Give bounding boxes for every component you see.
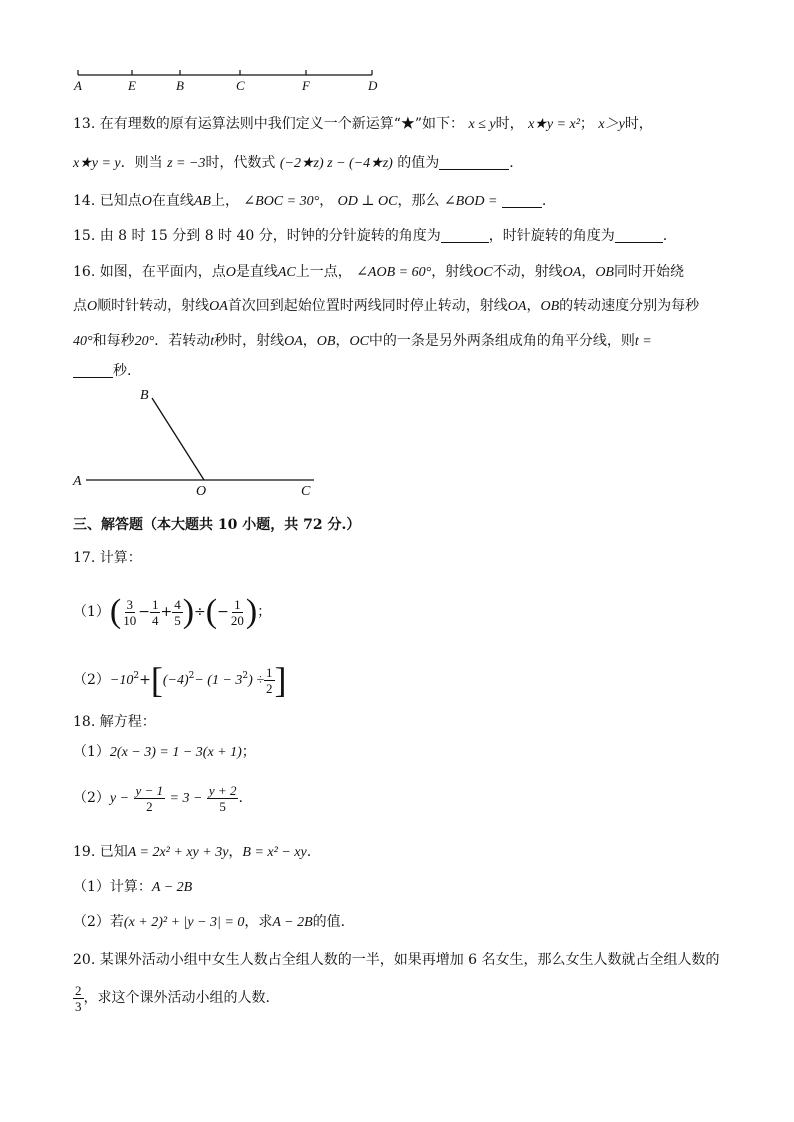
q19-b-def: B = x² − xy [242, 845, 307, 860]
q14-number: 14. [73, 193, 96, 209]
q16-ob: OB [595, 265, 614, 280]
q16-l2a: 点 [73, 298, 87, 314]
q17-part-1 [73, 593, 271, 631]
fraction-y-1-over-2 [134, 783, 166, 814]
frac-den: 5 [219, 798, 226, 814]
section-3-heading: 三、解答题（本大题共 10 小题，共 72 分.） [73, 517, 361, 533]
q16-oa-3: OA [507, 299, 527, 314]
frac-num: y + 2 [208, 782, 237, 798]
op-neg: − [217, 604, 229, 620]
q15-answer-blank-1[interactable] [441, 228, 489, 243]
q17-p2-label: （2） [73, 672, 110, 688]
frac-den: 10 [123, 612, 137, 628]
frac-den: 5 [174, 612, 181, 628]
q13-cond1: x ≤ y [468, 117, 496, 132]
q13-shi3: 时，代数式 [205, 155, 276, 171]
point-label-a: A [74, 78, 82, 93]
q15-t1: 由 8 时 15 分到 8 时 40 分，时钟的分针旋转的角度为 [99, 228, 441, 244]
q16-ac: AC [277, 265, 296, 280]
frac-den: 20 [230, 612, 244, 628]
q14-comma: ， [319, 193, 334, 209]
q15-line [73, 226, 667, 246]
q19-p1-label: （1）计算： [73, 879, 152, 895]
paren-open-2: ( [205, 593, 218, 630]
q16-oa-4: OA [284, 334, 303, 349]
q16-answer-blank[interactable] [73, 363, 113, 378]
frac-den: 3 [75, 998, 82, 1014]
q16-oc: OC [473, 265, 493, 280]
q18-p1-label: （1） [73, 744, 110, 760]
q13-expr2: x★y = y [73, 156, 121, 171]
q13-number: 13. [73, 116, 96, 132]
frac-num: 1 [151, 596, 159, 612]
point-label-c: C [236, 78, 245, 93]
paren-close-2: ) [245, 593, 258, 630]
point-label-e: E [128, 78, 136, 93]
paren-close: ) [182, 593, 195, 630]
exp-2b: 2 [188, 671, 195, 681]
q18-part-1 [73, 742, 256, 763]
q16-l2b: 顺时针转动，射线 [97, 298, 210, 314]
frac-den: 4 [151, 612, 159, 628]
q16-number: 16. [73, 264, 96, 280]
q14-answer-blank[interactable] [502, 193, 542, 208]
q16-line-3 [73, 331, 652, 352]
q18-end: . [238, 790, 243, 806]
q13-shi2: 时， [624, 116, 653, 132]
point-label-f: F [302, 78, 310, 93]
q13-end: . [509, 155, 514, 171]
fraction-3-10 [121, 597, 138, 628]
q16-l3g: ， [335, 333, 350, 349]
q18-title-line [73, 712, 156, 732]
q20-l1: 某课外活动小组中女生人数占全组人数的一半，如果再增加 6 名女生，那么女生人数就占全组人数的 [99, 952, 720, 968]
q20-line-2 [73, 980, 270, 1016]
q16-l2d: ， [526, 298, 541, 314]
op-minus: − [138, 604, 150, 620]
q20-line-1 [73, 950, 720, 970]
q16-o: O [225, 265, 236, 280]
q18-number: 18. [73, 714, 96, 730]
q16-l1d: ，射线 [431, 264, 474, 280]
q17-number: 17. [73, 550, 96, 566]
number-line-svg [70, 64, 390, 94]
q14-line [73, 191, 546, 212]
frac-den: 2 [146, 798, 153, 814]
q16-o-2: O [87, 299, 98, 314]
q16-t-eq: t = [634, 334, 652, 349]
frac-den: 2 [266, 680, 273, 696]
fig-label-c: C [301, 484, 311, 499]
q16-l3h: 中的一条是另外两条组成角的角平分线，则 [368, 333, 635, 349]
q16-oa-2: OA [209, 299, 228, 314]
q18-p2-label: （2） [73, 790, 110, 806]
number-line [70, 64, 390, 94]
q16-speed-1: 40° [73, 334, 93, 349]
fig-label-a: A [73, 474, 82, 489]
q17-p1-label: （1） [73, 604, 110, 620]
q15-number: 15. [73, 228, 96, 244]
q13-answer-blank[interactable] [439, 155, 509, 170]
q17-e2b: (−4) [162, 673, 189, 688]
q13-tail: 的值为 [397, 155, 440, 171]
q17-semi: ； [257, 604, 272, 620]
q17-e2d: ) ÷ [248, 673, 265, 688]
ray-ob [152, 398, 204, 480]
q14-line-ab: AB [193, 194, 211, 209]
q13-text2: ．则当 [120, 155, 163, 171]
q16-speed-2: 20° [134, 334, 155, 349]
q19-part-2 [73, 912, 345, 933]
q16-t: t [210, 334, 215, 349]
q13-expr1: x★y = x² [528, 117, 580, 132]
bracket-close: ] [274, 660, 287, 700]
q16-oc-2: OC [349, 334, 369, 349]
q19-t1: 已知 [99, 844, 128, 860]
q16-angle: ∠AOB = 60° [356, 265, 432, 280]
q14-angle1: ∠BOC = 30° [243, 194, 320, 209]
q16-l1b: 是直线 [235, 264, 278, 280]
q15-answer-blank-2[interactable] [615, 228, 663, 243]
q14-perp: OD ⊥ OC [337, 194, 398, 209]
op-div: ÷ [194, 604, 206, 620]
q18-e2b: = 3 − [169, 791, 203, 806]
q19-cond: (x + 2)² + |y − 3| = 0 [123, 915, 245, 930]
q19-t3: 的值. [312, 914, 346, 930]
q16-ob-3: OB [316, 334, 336, 349]
frac-num: y − 1 [135, 782, 164, 798]
q13-sep: ； [579, 116, 594, 132]
bracket-open: [ [150, 660, 163, 700]
q20-l2: ，求这个课外活动小组的人数. [83, 990, 270, 1006]
q16-line-4 [73, 361, 131, 381]
q19-number: 19. [73, 844, 96, 860]
point-label-d: D [368, 78, 378, 93]
fraction-4-5 [172, 597, 183, 628]
q16-line-1 [73, 262, 684, 283]
q16-ob-2: OB [540, 299, 560, 314]
frac-num: 4 [174, 596, 181, 612]
q19-expr: A − 2B [272, 915, 313, 930]
q19-line-1 [73, 842, 311, 863]
fraction-2-3 [73, 983, 84, 1014]
paren-open: ( [109, 593, 122, 630]
q16-l2e: 的转动速度分别为每秒 [559, 298, 700, 314]
q19-comma: ， [228, 844, 243, 860]
q19-calc: A − 2B [151, 880, 193, 895]
q18-part-2 [73, 780, 243, 817]
q16-figure [70, 388, 330, 504]
q16-oa: OA [562, 265, 582, 280]
q16-l3d: ．若转动 [154, 333, 211, 349]
q17-title: 计算： [99, 550, 142, 566]
fraction-1-20 [229, 597, 246, 628]
q18-semi: ； [241, 744, 256, 760]
q17-part-2: $(2)-10^2+[(-4)^2- (1 - 3^2)$ ÷ $\frac{1}{2}$ ] [73, 660, 287, 700]
q20-number: 20. [73, 952, 96, 968]
q15-t2: ，时针旋转的角度为 [488, 228, 615, 244]
q16-l4: 秒. [113, 363, 132, 379]
q19-p2-label: （2）若 [73, 914, 124, 930]
q16-l1f: ， [581, 264, 596, 280]
q19-part-1 [73, 877, 192, 898]
q18-eq1: 2(x − 3) = 1 − 3(x + 1) [109, 745, 242, 760]
q16-l1a: 如图，在平面内，点 [99, 264, 226, 280]
q13-text: 在有理数的原有运算法则中我们定义一个新运算“★”如下： [99, 116, 465, 132]
q17-e2c: − (1 − 3 [194, 673, 243, 688]
q13-line-1 [73, 114, 653, 135]
q14-t1: 已知点 [99, 193, 142, 209]
q15-end: . [662, 228, 668, 244]
q16-l1e: 不动，射线 [492, 264, 563, 280]
q14-angle2: ∠BOD = [443, 194, 498, 209]
fig-label-b: B [140, 388, 149, 403]
fraction-y-2-over-5 [207, 783, 239, 814]
fraction-1-2 [264, 665, 275, 696]
q17-e2a: −10 [109, 673, 134, 688]
q19-a-def: A = 2x² + xy + 3y [127, 845, 229, 860]
frac-num: 2 [75, 982, 82, 998]
q16-l1g: 同时开始绕 [613, 264, 684, 280]
q13-cond2: x＞y [598, 117, 625, 132]
frac-num: 3 [126, 596, 133, 612]
q18-title: 解方程： [99, 714, 156, 730]
fraction-1-4 [150, 597, 161, 628]
q16-l1c: 上一点， [295, 264, 352, 280]
q13-big-expr: (−2★z) z − (−4★z) [279, 156, 393, 171]
q16-line-2 [73, 296, 699, 317]
q14-point-o: O [141, 194, 152, 209]
frac-num: 1 [266, 664, 273, 680]
exp-2c: 2 [242, 671, 249, 681]
op-plus: + [160, 604, 173, 620]
q16-l2c: 首次回到起始位置时两线同时停止转动，射线 [227, 298, 508, 314]
q13-zval: z = −3 [167, 156, 206, 171]
q19-t2: ，求 [244, 914, 273, 930]
exp-2: 2 [133, 671, 140, 681]
frac-num: 1 [234, 596, 241, 612]
q16-l3b: 和每秒 [92, 333, 135, 349]
fig-label-o: O [196, 484, 207, 499]
q16-l3e: 秒时，射线 [214, 333, 285, 349]
q13-line-2 [73, 153, 514, 174]
q14-t2: 在直线 [151, 193, 194, 209]
q16-l3f: ， [302, 333, 317, 349]
q18-e2a: y − [109, 791, 130, 806]
q14-t4: ，那么 [397, 193, 440, 209]
q13-shi1: 时， [495, 116, 524, 132]
point-label-b: B [176, 78, 184, 93]
q14-end: . [541, 193, 547, 209]
q19-end: . [306, 844, 312, 860]
q14-t3: 上， [210, 193, 239, 209]
q17-title-line [73, 548, 142, 568]
